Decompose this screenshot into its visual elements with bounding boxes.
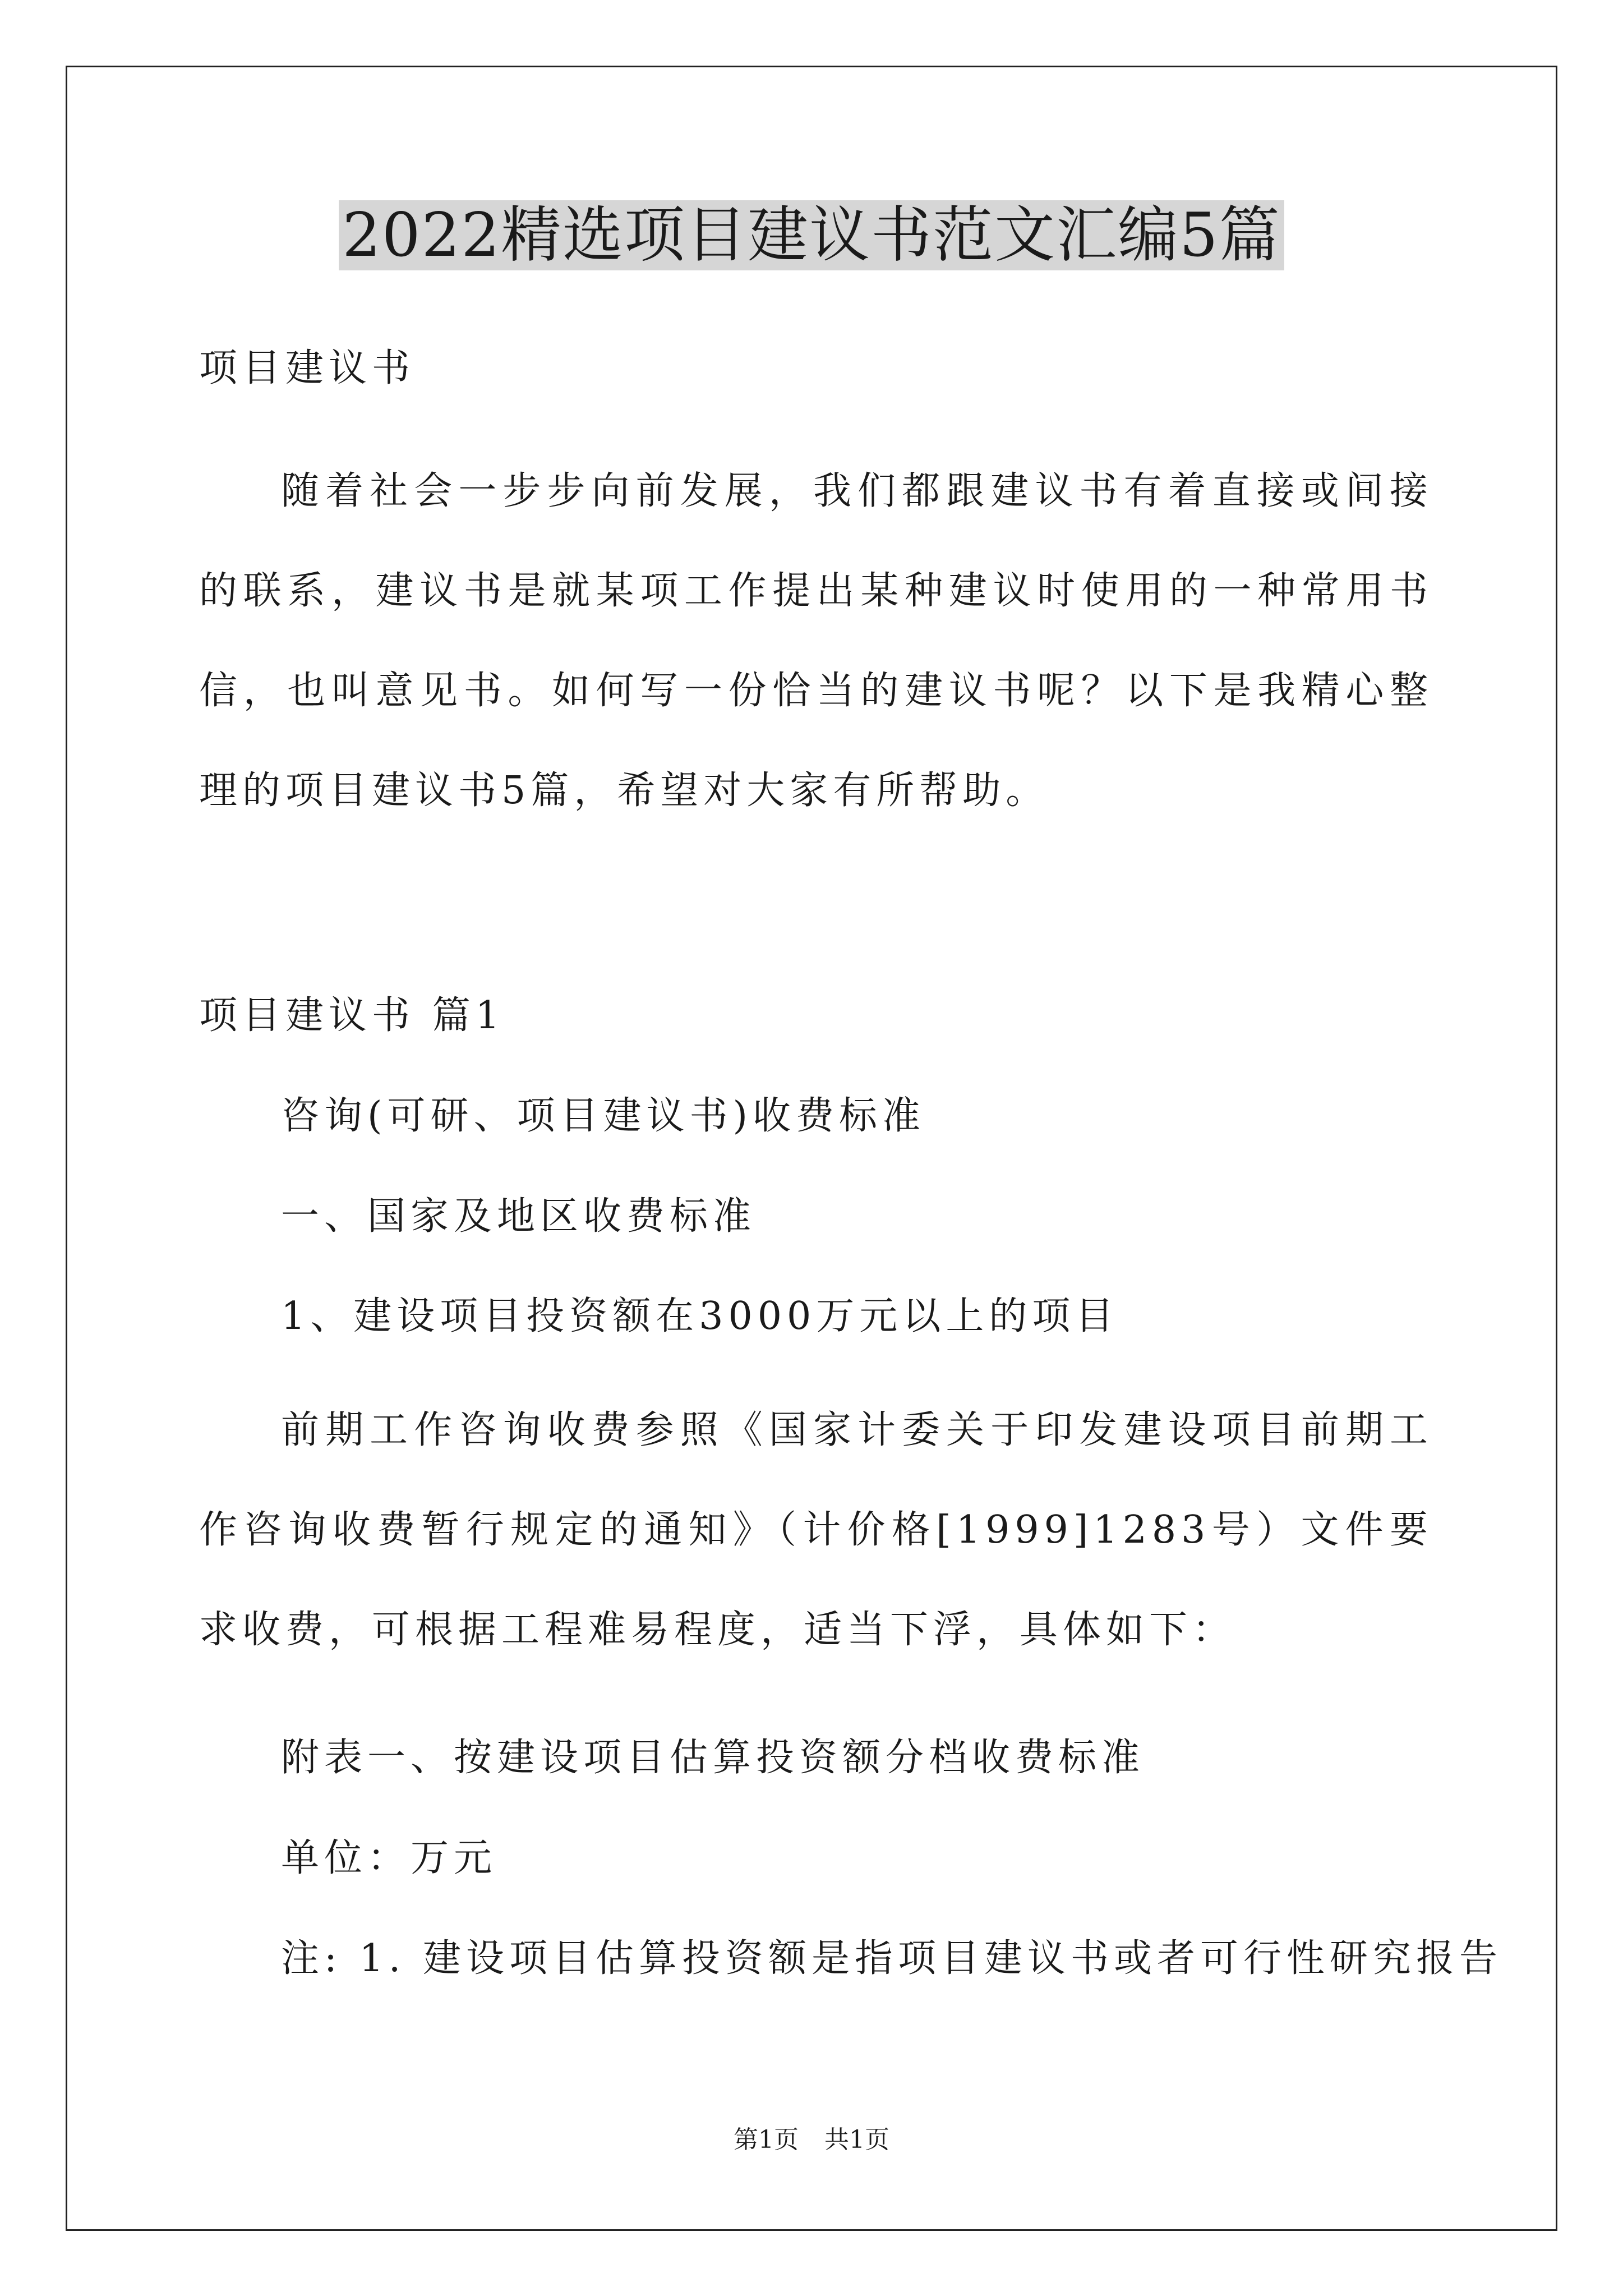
subheading-fee-standard: 咨询(可研、项目建议书)收费标准: [281, 1094, 926, 1138]
list-item-investment: 1、建设项目投资额在3000万元以上的项目: [281, 1294, 1119, 1338]
fee-reference-paragraph: 前期工作咨询收费参照《国家计委关于印发建设项目前期工作咨询收费暂行规定的通知》（计价格[1999]1283号）文件要求收费，可根据工程难易程度，适当下浮，具体如下：: [199, 1408, 1433, 1652]
chapter-heading: 项目建议书 篇1: [199, 993, 505, 1038]
unit-label: 单位：万元: [281, 1836, 497, 1880]
document-title-text: 2022精选项目建议书范文汇编5篇: [339, 200, 1284, 270]
note-line: 注: 1. 建设项目估算投资额是指项目建议书或者可行性研究报告: [281, 1936, 1503, 1981]
subheading-national-standard: 一、国家及地区收费标准: [281, 1194, 757, 1239]
intro-paragraph: 随着社会一步步向前发展，我们都跟建议书有着直接或间接的联系，建议书是就某项工作提出某种建议时使用的一种常用书信，也叫意见书。如何写一份恰当的建议书呢？以下是我精心整理的项目建议书5篇，希望对大家有所帮助。: [199, 469, 1433, 813]
document-title: [0, 196, 1623, 275]
section-heading: 项目建议书: [199, 346, 416, 390]
appendix-table-title: 附表一、按建设项目估算投资额分档收费标准: [281, 1736, 1145, 1780]
page-number: 第1页: [734, 2125, 799, 2154]
page-footer: [0, 2123, 1623, 2157]
page-total: 共1页: [824, 2125, 889, 2154]
